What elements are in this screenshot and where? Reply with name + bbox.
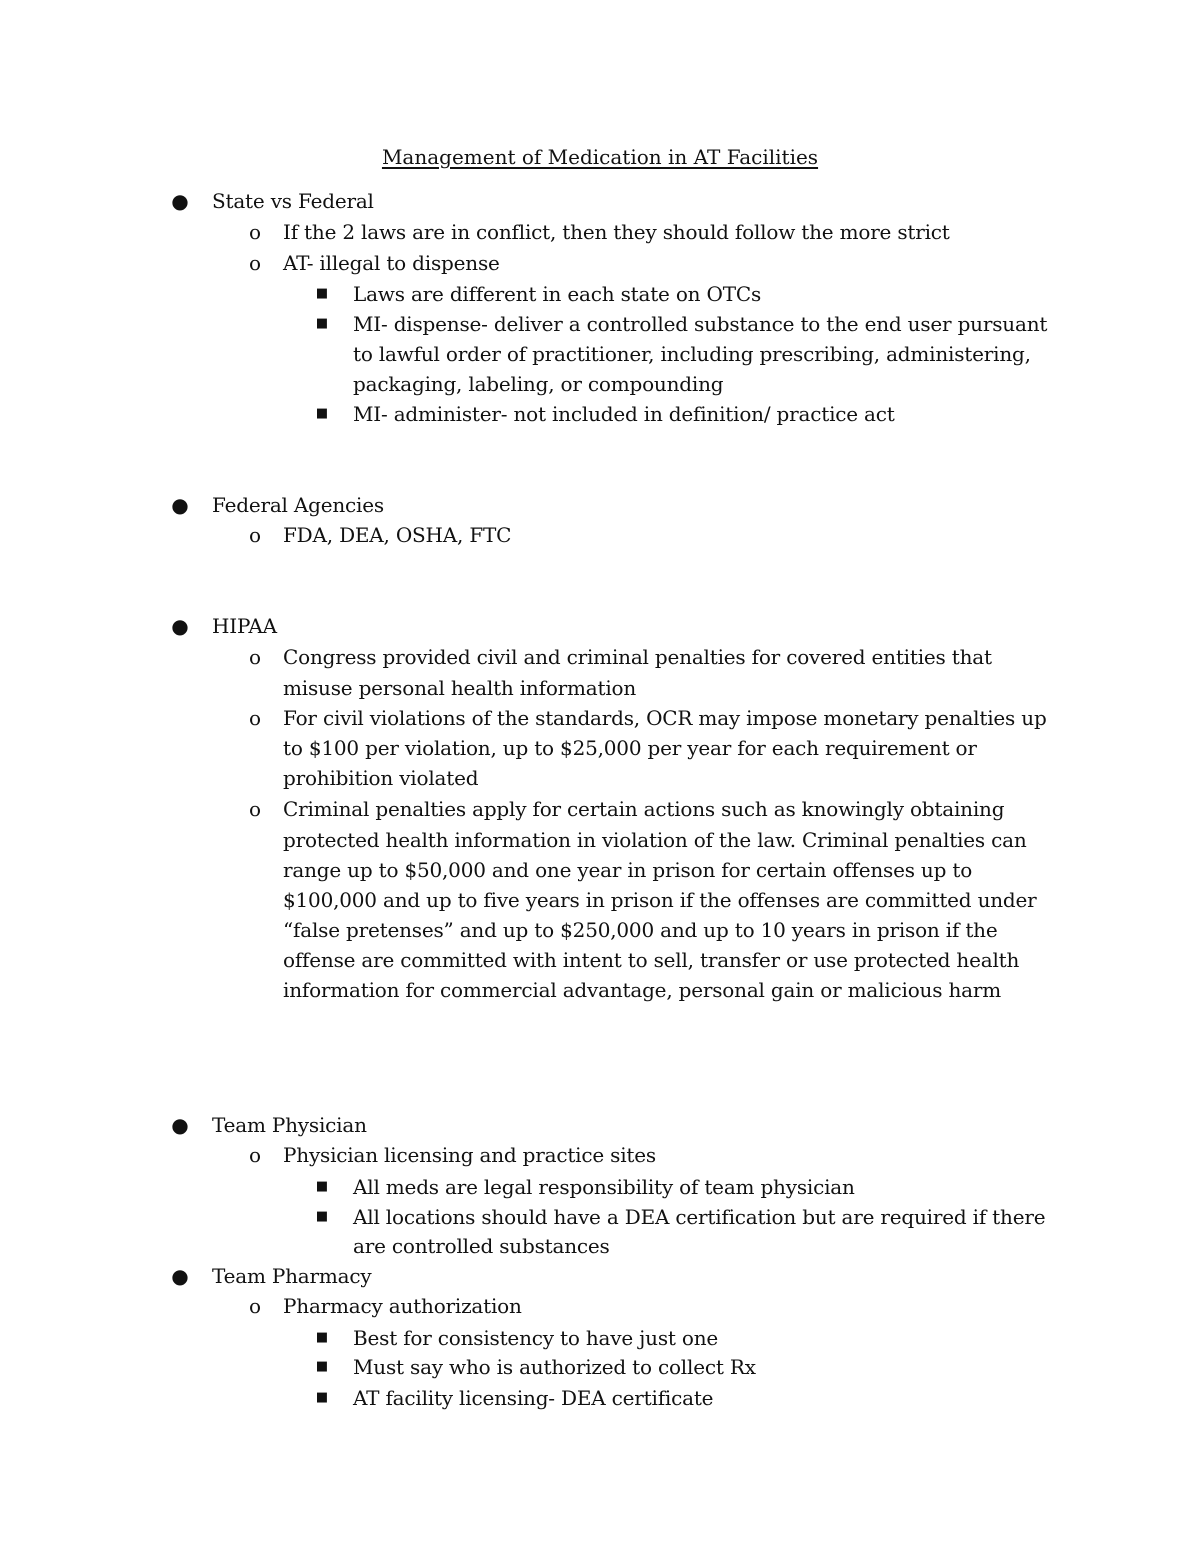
list-item-line: packaging, labeling, or compounding xyxy=(353,372,724,396)
bullet-circle: o xyxy=(248,220,262,244)
list-item: Best for consistency to have just one xyxy=(353,1326,719,1350)
bullet-square: ■ xyxy=(315,1359,329,1374)
list-item-line: $100,000 and up to five years in prison if the offenses are committed under xyxy=(283,888,1037,912)
list-item: All meds are legal responsibility of team physician xyxy=(353,1175,855,1199)
bullet-circle: o xyxy=(248,645,262,669)
bullet-disc: ● xyxy=(171,493,189,517)
bullet-circle: o xyxy=(248,251,262,275)
section-heading-federal-agencies: Federal Agencies xyxy=(212,493,384,517)
list-item-line: information for commercial advantage, personal gain or malicious harm xyxy=(283,978,1001,1002)
bullet-square: ■ xyxy=(315,316,329,331)
bullet-circle: o xyxy=(248,523,262,547)
bullet-square: ■ xyxy=(315,1390,329,1405)
list-item-line: to lawful order of practitioner, including prescribing, administering, xyxy=(353,342,1031,366)
bullet-circle: o xyxy=(248,1294,262,1318)
section-heading-state-vs-federal: State vs Federal xyxy=(212,189,374,213)
list-item-line: Congress provided civil and criminal penalties for covered entities that xyxy=(283,645,992,669)
list-item-line: All locations should have a DEA certification but are required if there xyxy=(353,1205,1046,1229)
list-item: Physician licensing and practice sites xyxy=(283,1143,656,1167)
list-item: Pharmacy authorization xyxy=(283,1294,522,1318)
section-heading-team-physician: Team Physician xyxy=(212,1113,367,1137)
list-item: AT- illegal to dispense xyxy=(283,251,500,275)
list-item-line: prohibition violated xyxy=(283,766,479,790)
list-item-line: protected health information in violation of the law. Criminal penalties can xyxy=(283,828,1027,852)
bullet-disc: ● xyxy=(171,614,189,638)
list-item-line: Criminal penalties apply for certain actions such as knowingly obtaining xyxy=(283,797,1005,821)
section-heading-team-pharmacy: Team Pharmacy xyxy=(212,1264,372,1288)
bullet-square: ■ xyxy=(315,1209,329,1224)
bullet-disc: ● xyxy=(171,189,189,213)
list-item: MI- administer- not included in definition/ practice act xyxy=(353,402,895,426)
bullet-square: ■ xyxy=(315,286,329,301)
list-item-line: MI- dispense- deliver a controlled substance to the end user pursuant xyxy=(353,312,1048,336)
list-item: Laws are different in each state on OTCs xyxy=(353,282,762,306)
bullet-disc: ● xyxy=(171,1264,189,1288)
list-item-line: For civil violations of the standards, OCR may impose monetary penalties up xyxy=(283,706,1047,730)
list-item-line: misuse personal health information xyxy=(283,676,637,700)
bullet-square: ■ xyxy=(315,406,329,421)
list-item: AT facility licensing- DEA certificate xyxy=(353,1386,714,1410)
bullet-square: ■ xyxy=(315,1330,329,1345)
list-item: Must say who is authorized to collect Rx xyxy=(353,1355,756,1379)
list-item-line: to $100 per violation, up to $25,000 per year for each requirement or xyxy=(283,736,977,760)
section-heading-hipaa: HIPAA xyxy=(212,614,277,638)
bullet-square: ■ xyxy=(315,1179,329,1194)
bullet-circle: o xyxy=(248,797,262,821)
list-item-line: offense are committed with intent to sell, transfer or use protected health xyxy=(283,948,1020,972)
list-item-line: “false pretenses” and up to $250,000 and up to 10 years in prison if the xyxy=(283,918,998,942)
list-item-line: range up to $50,000 and one year in prison for certain offenses up to xyxy=(283,858,973,882)
page-title: Management of Medication in AT Facilities xyxy=(381,145,819,169)
list-item: If the 2 laws are in conflict, then they should follow the more strict xyxy=(283,220,950,244)
list-item-line: are controlled substances xyxy=(353,1234,610,1258)
bullet-circle: o xyxy=(248,706,262,730)
bullet-disc: ● xyxy=(171,1113,189,1137)
bullet-circle: o xyxy=(248,1143,262,1167)
list-item: FDA, DEA, OSHA, FTC xyxy=(283,523,512,547)
